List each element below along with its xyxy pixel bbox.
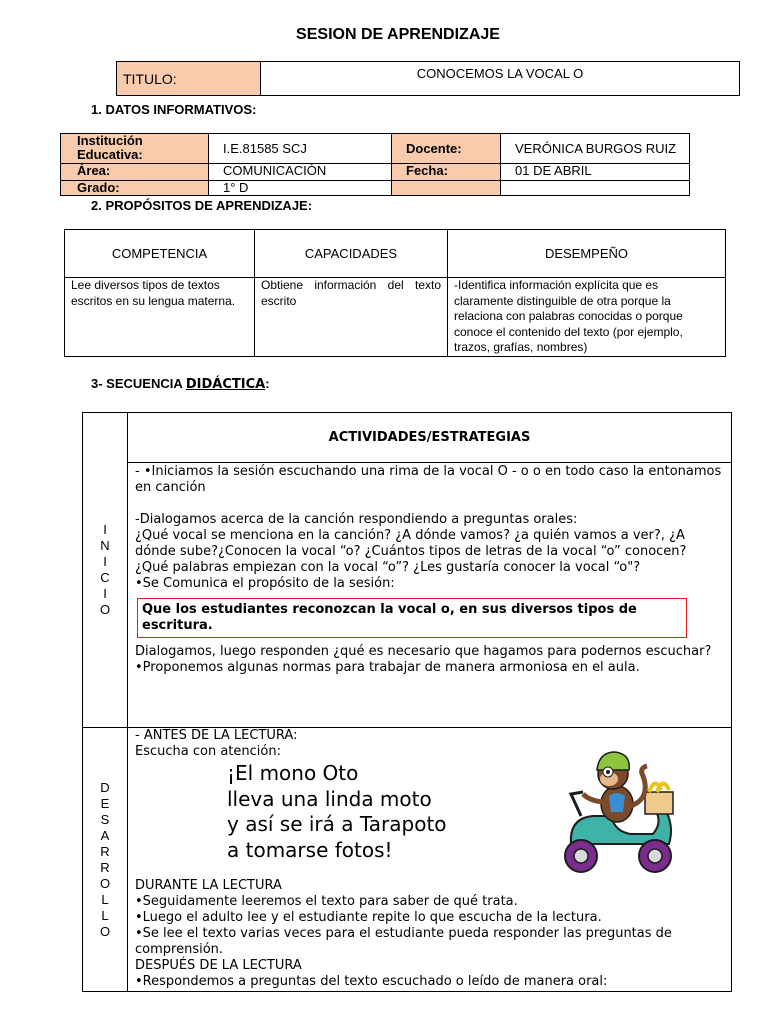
inicio-content	[128, 463, 732, 728]
durante-title: DURANTE LA LECTURA	[135, 878, 282, 893]
titulo-label: TITULO:	[117, 62, 261, 96]
section-propositos-heading: 2. PROPÓSITOS DE APRENDIZAJE:	[91, 198, 313, 213]
inicio-vertical-label: I N I C I O	[99, 522, 111, 617]
monkey-on-scooter-illustration	[551, 746, 681, 882]
capacidades-cell: Obtiene información del texto escrito	[255, 278, 448, 357]
desarrollo-vertical-label: D E S A R R O L L O	[99, 779, 111, 939]
competencia-cell: Lee diversos tipos de textos escritos en su lengua materna.	[65, 278, 255, 357]
poem-text: ¡El mono Oto lleva una linda moto y así se irá a Tarapoto a tomarse fotos!	[227, 761, 447, 862]
fecha-label: Fecha:	[392, 164, 501, 181]
grado-value: 1° D	[209, 181, 392, 196]
inicio-after-line: Dialogamos, luego responden ¿qué es necesario que hagamos para podernos escuchar?	[135, 644, 712, 659]
desempeno-header: DESEMPEÑO	[448, 230, 726, 278]
inicio-after-line: •Proponemos algunas normas para trabajar de manera armoniosa en el aula.	[135, 660, 640, 675]
inicio-sidebar	[83, 413, 128, 728]
durante-line: •Se lee el texto varias veces para el estudiante pueda responder las preguntas de comprensión.	[135, 926, 677, 957]
area-value: COMUNICACIÓN	[209, 164, 392, 181]
empty-label-cell	[392, 181, 501, 196]
proposito-box: Que los estudiantes reconozcan la vocal o, en sus diversos tipos de escritura.	[137, 598, 687, 638]
section-secuencia-heading	[91, 376, 270, 392]
antes-title: - ANTES DE LA LECTURA:	[135, 728, 298, 743]
capacidades-header: CAPACIDADES	[255, 230, 448, 278]
competencia-header: COMPETENCIA	[65, 230, 255, 278]
despues-title: DESPUÉS DE LA LECTURA	[135, 958, 302, 973]
docente-label: Docente:	[392, 134, 501, 164]
secuencia-suffix: :	[265, 376, 270, 391]
titulo-value: CONOCEMOS LA VOCAL O	[261, 62, 740, 96]
inicio-line: -Dialogamos acerca de la canción respondiendo a preguntas orales:	[135, 512, 578, 527]
poem-area	[135, 760, 723, 878]
inicio-line: - •Iniciamos la sesión escuchando una rima de la vocal O - o o en todo caso la entonamos en canción	[135, 464, 726, 495]
propositos-table	[64, 229, 726, 357]
secuencia-word: DIDÁCTICA	[185, 377, 266, 392]
docente-value: VERÓNICA BURGOS RUIZ	[501, 134, 690, 164]
desempeno-cell: -Identifica información explícita que es claramente distinguible de otra porque la relaciona con palabras conocidas o porque conoce el contenido del texto (por ejemplo, trazos, grafías, nombres)	[448, 278, 726, 357]
title-table	[116, 61, 740, 96]
desarrollo-sidebar	[83, 728, 128, 992]
secuencia-table	[82, 412, 732, 992]
inicio-line: ¿Qué vocal se menciona en la canción? ¿A dónde vamos? ¿a quién vamos a ver?, ¿A dónde sube?¿Conocen la vocal “o? ¿Cuántos tipos de letras de la vocal “o” conocen? ¿Qué palabras empiezan con la vocal “o”? ¿Les gustaría conocer la vocal “o"?	[135, 528, 691, 575]
antes-sub: Escucha con atención:	[135, 744, 281, 759]
area-label: Área:	[61, 164, 209, 181]
desarrollo-content	[128, 728, 732, 992]
datos-table	[60, 133, 690, 196]
institucion-label: Institución Educativa:	[61, 134, 209, 164]
despues-line: •Respondemos a preguntas del texto escuchado o leído de manera oral:	[135, 974, 608, 989]
inicio-line: •Se Comunica el propósito de la sesión:	[135, 576, 395, 591]
secuencia-prefix: 3- SECUENCIA	[91, 376, 186, 391]
document-title: SESION DE APRENDIZAJE	[296, 26, 500, 43]
durante-line: •Seguidamente leeremos el texto para saber de qué trata.	[135, 894, 518, 909]
actividades-header: ACTIVIDADES/ESTRATEGIAS	[128, 413, 732, 463]
grado-label: Grado:	[61, 181, 209, 196]
empty-value-cell	[501, 181, 690, 196]
institucion-value: I.E.81585 SCJ	[209, 134, 392, 164]
durante-line: •Luego el adulto lee y el estudiante repite lo que escucha de la lectura.	[135, 910, 602, 925]
section-datos-heading: 1. DATOS INFORMATIVOS:	[91, 102, 257, 117]
fecha-value: 01 DE ABRIL	[501, 164, 690, 181]
